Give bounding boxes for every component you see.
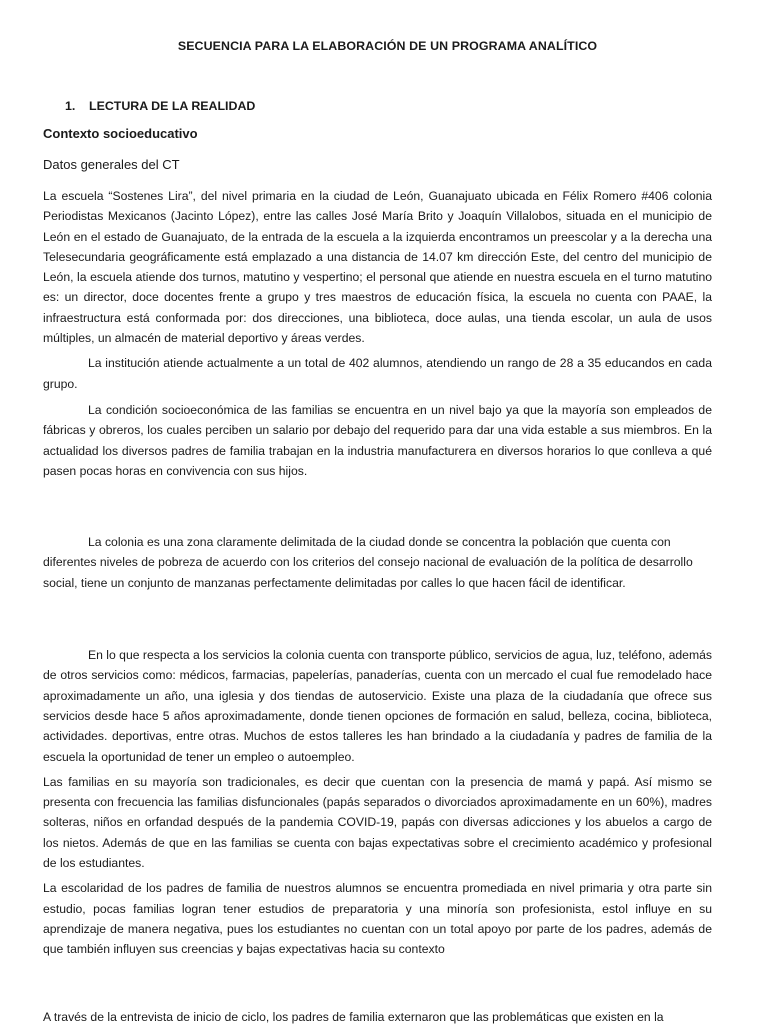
paragraph-interview: A través de la entrevista de inicio de ciclo, los padres de familia externaron que las problemáticas que existen en la (43, 1009, 664, 1024)
section-number: 1. (65, 99, 76, 113)
paragraph-colonia: La colonia es una zona claramente delimitada de la ciudad donde se concentra la población que cuenta con diferentes niveles de pobreza de acuerdo con los criterios del consejo nacional de evaluación de la política de desarrollo social, tiene un conjunto de manzanas perfectamente delimitadas por calles lo que hacen fácil de identificar. (43, 535, 693, 590)
paragraph-socioeconomic: La condición socioeconómica de las familias se encuentra en un nivel bajo ya que la mayoría son empleados de fábricas y obreros, los cuales perciben un salario por debajo del requerido para dar una vida estable a sus miembros. En la actualidad los diversos padres de familia trabajan en la industria manufacturera en diversos horarios lo que conlleva a qué pasen pocas horas en convivencia con sus hijos. (43, 402, 712, 478)
paragraph-families: Las familias en su mayoría son tradicionales, es decir que cuentan con la presencia de mamá y papá. Así mismo se presenta con frecuencia las familias disfuncionales (papás separados o divorciados aproximadamente en un 60%), madres solteras, niños en orfandad después de la pandemia COVID-19, papás con diversas adicciones y los abuelos a cargo de los nietos. Además de que en las familias se cuenta con bajas expectativas sobre el crecimiento académico y profesional de los estudiantes. (43, 774, 712, 871)
section-title: LECTURA DE LA REALIDAD (89, 99, 256, 113)
paragraph-school-description: La escuela “Sostenes Lira”, del nivel primaria en la ciudad de León, Guanajuato ubicada en Félix Romero #406 colonia Periodistas Mexicanos (Jacinto López), entre las calles José María Brito y Joaquín Villalobos, situada en el municipio de León en el estado de Guanajuato, de la entrada de la escuela a la izquierda encontramos un preescolar y a la derecha una Telesecundaria geográficamente está emplazado a una distancia de 14.07 km dirección Este, del centro del municipio de León, la escuela atiende dos turnos, matutino y vespertino; el personal que atiende en nuestra escuela en el turno matutino es: un director, doce docentes frente a grupo y tres maestros de educación física, la escuela no cuenta con PAAE, la infraestructura está conformada por: dos direcciones, una biblioteca, doce aulas, una tienda escolar, un aula de usos múltiples, un almacén de material deportivo y áreas verdes. (43, 189, 712, 346)
paragraph-schooling: La escolaridad de los padres de familia de nuestros alumnos se encuentra promediada en nivel primaria y otra parte sin estudio, pocas familias logran tener estudios de preparatoria y una minoría son profesionista, estol influye en su aprendizaje de manera negativa, pues los estudiantes no cuentan con un total apoyo por parte de los padres, además de que también influyen sus creencias y bajas expectativas hacia su contexto (43, 881, 712, 957)
subheading-datos-generales: Datos generales del CT (43, 157, 180, 172)
document-title: SECUENCIA PARA LA ELABORACIÓN DE UN PROGRAMA ANALÍTICO (177, 39, 598, 53)
paragraph-services: En lo que respecta a los servicios la colonia cuenta con transporte público, servicios de agua, luz, teléfono, además de otros servicios como: médicos, farmacias, papelerías, panaderías, cuenta con un mercado el cual fue remodelado hace aproximadamente un año, una iglesia y dos tiendas de autoservicio. Existe una plaza de la ciudadanía que ofrece sus servicios desde hace 5 años aproximadamente, donde tienen opciones de formación en salud, belleza, cocina, biblioteca, actividades. deportivas, entre otras. Muchos de estos talleres les han brindado a la ciudadanía y padres de familia de la escuela la oportunidad de tener un empleo o autoempleo. (43, 648, 712, 764)
subheading-contexto: Contexto socioeducativo (43, 126, 198, 141)
paragraph-enrollment: La institución atiende actualmente a un total de 402 alumnos, atendiendo un rango de 28 a 35 educandos en cada grupo. (43, 356, 712, 391)
section-heading (43, 98, 712, 114)
